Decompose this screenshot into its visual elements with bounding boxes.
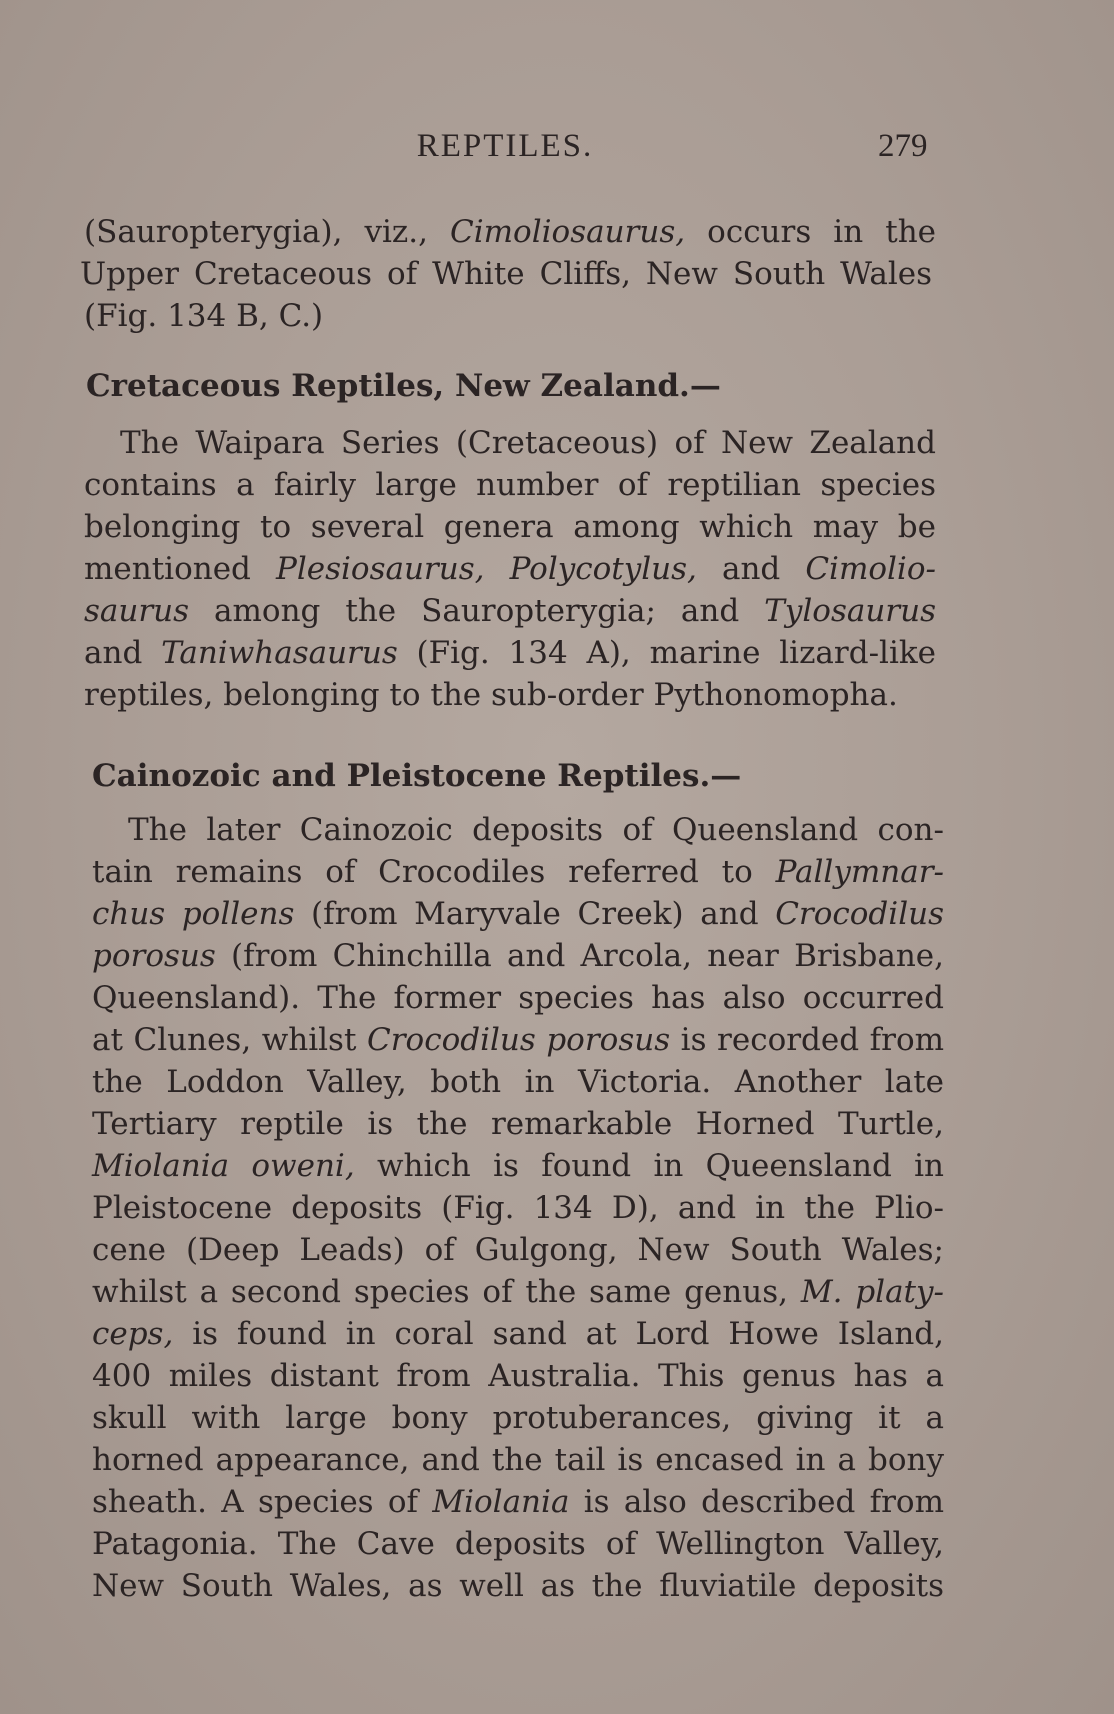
text-line: Queensland). The former species has also occurred [92, 980, 944, 1016]
text-line: and Taniwhasaurus (Fig. 134 A), marine lizard-like [84, 635, 937, 671]
text-line: (Sauropterygia), viz., Cimoliosaurus, occurs in the [84, 214, 936, 250]
text-line: whilst a second species of the same genus, M. platy- [92, 1274, 945, 1310]
text-line: skull with large bony protuberances, giving it a [92, 1400, 944, 1436]
text-line: contains a fairly large number of reptilian species [84, 467, 936, 503]
running-header-title: REPTILES. [416, 128, 594, 164]
text-line: the Loddon Valley, both in Victoria. Another late [92, 1064, 944, 1100]
text-line: reptiles, belonging to the sub-order Pythonomopha. [84, 677, 898, 713]
text-line: porosus (from Chinchilla and Arcola, near Brisbane, [92, 938, 944, 974]
text-line: The Waipara Series (Cretaceous) of New Zealand [120, 425, 936, 461]
text-line: Tertiary reptile is the remarkable Horned Turtle, [92, 1106, 944, 1142]
text-line: Patagonia. The Cave deposits of Wellington Valley, [92, 1526, 944, 1562]
text-line: tain remains of Crocodiles referred to Pallymnar- [92, 854, 944, 890]
text-line: 400 miles distant from Australia. This genus has a [92, 1358, 944, 1394]
text-line: ceps, is found in coral sand at Lord Howe Island, [92, 1316, 944, 1352]
text-line: at Clunes, whilst Crocodilus porosus is recorded from [92, 1022, 945, 1058]
section-heading-cretaceous: Cretaceous Reptiles, New Zealand.— [86, 368, 721, 404]
text-line: The later Cainozoic deposits of Queensland con- [128, 812, 944, 848]
text-line: Upper Cretaceous of White Cliffs, New South Wales [80, 256, 932, 292]
text-line: (Fig. 134 B, C.) [84, 298, 324, 334]
text-line: mentioned Plesiosaurus, Polycotylus, and Cimolio- [84, 551, 936, 587]
text-line: sheath. A species of Miolania is also described from [92, 1484, 944, 1520]
text-line: cene (Deep Leads) of Gulgong, New South Wales; [92, 1232, 944, 1268]
text-line: Miolania oweni, which is found in Queensland in [92, 1148, 944, 1184]
text-line: chus pollens (from Maryvale Creek) and Crocodilus [92, 896, 944, 932]
page-number: 279 [878, 128, 928, 164]
text-line: Pleistocene deposits (Fig. 134 D), and in the Plio- [92, 1190, 944, 1226]
text-line: New South Wales, as well as the fluviatile deposits [92, 1568, 944, 1604]
text-line: belonging to several genera among which may be [84, 509, 936, 545]
section-heading-cainozoic: Cainozoic and Pleistocene Reptiles.— [92, 758, 742, 794]
text-line: horned appearance, and the tail is encased in a bony [92, 1442, 944, 1478]
text-line: saurus among the Sauropterygia; and Tylosaurus [84, 593, 936, 629]
